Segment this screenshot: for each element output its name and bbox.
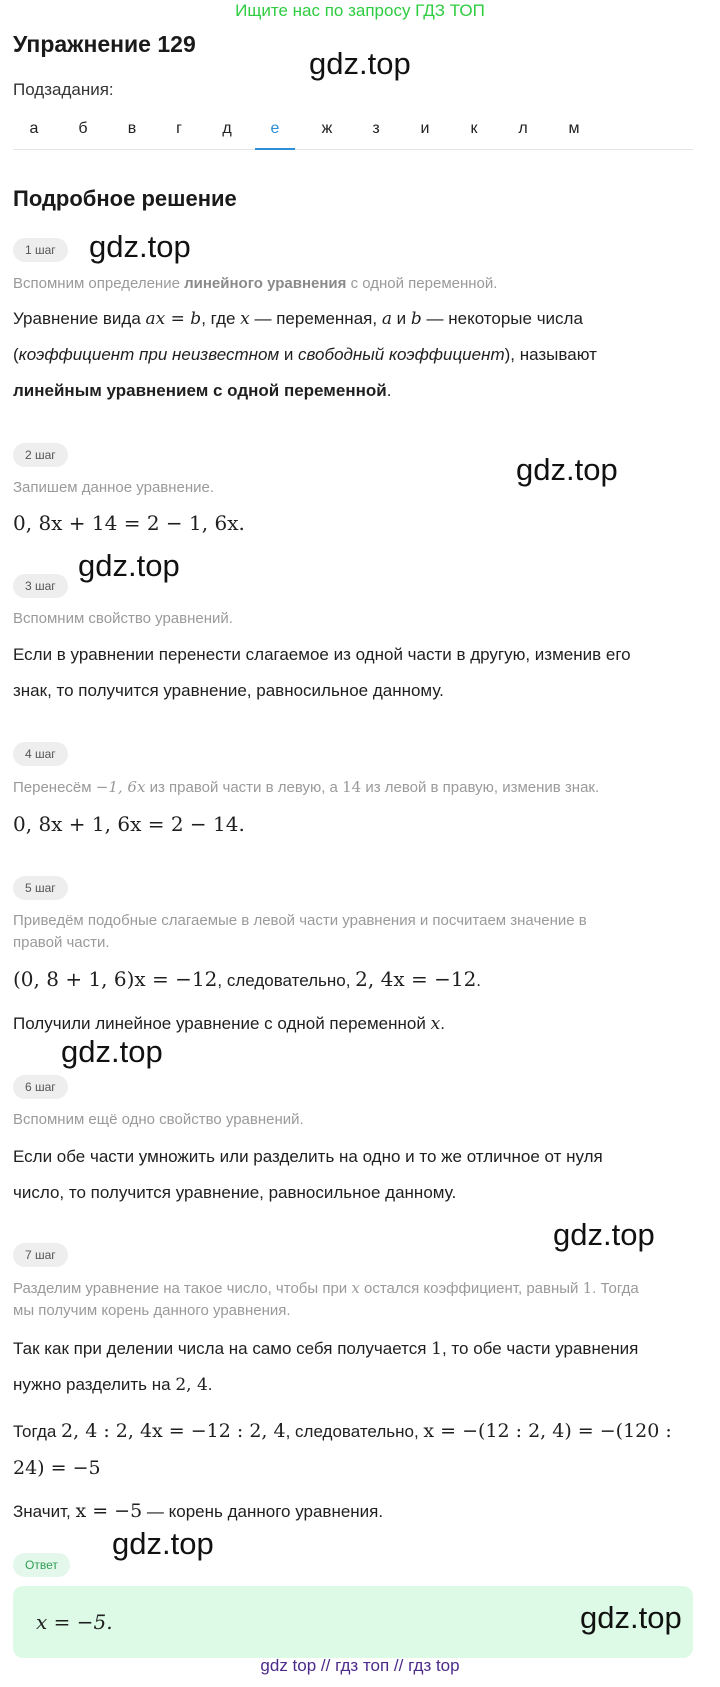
equation: 0, 8x + 1, 6x = 2 − 14. bbox=[13, 812, 245, 836]
watermark: gdz.top bbox=[553, 1217, 655, 1252]
step-badge: 7 шаг bbox=[13, 1243, 68, 1267]
tab-i[interactable]: и bbox=[420, 120, 430, 137]
tab-zh[interactable]: ж bbox=[321, 120, 333, 137]
step-hint: Вспомним определение линейного уравнения с одной переменной. bbox=[13, 275, 498, 292]
equation: 0, 8x + 14 = 2 − 1, 6x. bbox=[13, 511, 245, 535]
tab-z[interactable]: з bbox=[372, 120, 380, 137]
watermark: gdz.top bbox=[78, 548, 180, 583]
answer-badge: Ответ bbox=[13, 1553, 70, 1577]
step-badge: 3 шаг bbox=[13, 574, 68, 598]
step-text: Уравнение вида ax = b, где x — переменная, a и b — некоторые числа (коэффициент при неизвестном и свободный коэффициент), называют линейным уравнением с одной переменной. bbox=[13, 309, 597, 400]
step-hint: Приведём подобные слагаемые в левой части уравнения и посчитаем значение в правой части. bbox=[13, 912, 587, 951]
step-text: Так как при делении числа на само себя получается 1, то обе части уравнения нужно разделить на 2, 4. bbox=[13, 1339, 639, 1395]
step-badge: 1 шаг bbox=[13, 238, 68, 262]
watermark: gdz.top bbox=[309, 46, 411, 81]
step-hint: Запишем данное уравнение. bbox=[13, 479, 215, 496]
tab-b[interactable]: б bbox=[78, 120, 88, 137]
step-badge: 4 шаг bbox=[13, 742, 68, 766]
tab-k[interactable]: к bbox=[470, 120, 478, 137]
search-banner[interactable]: Ищите нас по запросу ГДЗ ТОП bbox=[235, 1, 485, 20]
step-hint: Вспомним свойство уравнений. bbox=[13, 610, 233, 627]
page-title: Упражнение 129 bbox=[13, 31, 196, 57]
tab-g[interactable]: г bbox=[176, 120, 182, 137]
step-badge: 2 шаг bbox=[13, 443, 68, 467]
step-hint: Разделим уравнение на такое число, чтобы при x остался коэффициент, равный 1. Тогда мы получим корень данного уравнения. bbox=[13, 1279, 639, 1319]
step-text: Если обе части умножить или разделить на одно и то же отличное от нуля число, то получится уравнение, равносильное данному. bbox=[13, 1147, 603, 1202]
tab-m[interactable]: м bbox=[568, 120, 580, 137]
tab-e[interactable]: е bbox=[255, 120, 295, 150]
watermark: gdz.top bbox=[516, 452, 618, 487]
step-text: Получили линейное уравнение с одной переменной x. bbox=[13, 1014, 445, 1034]
watermark: gdz.top bbox=[580, 1600, 682, 1635]
subtask-tabs bbox=[13, 116, 693, 150]
answer-box bbox=[13, 1586, 693, 1658]
step-hint: Вспомним ещё одно свойство уравнений. bbox=[13, 1111, 304, 1128]
answer-value: x = −5. bbox=[36, 1610, 113, 1634]
step-text: Если в уравнении перенести слагаемое из одной части в другую, изменив его знак, то получится уравнение, равносильное данному. bbox=[13, 645, 631, 700]
solution-title: Подробное решение bbox=[13, 186, 237, 211]
tab-a[interactable]: а bbox=[29, 120, 39, 137]
footer-links[interactable]: gdz top // гдз топ // гдз top bbox=[260, 1656, 460, 1675]
tab-l[interactable]: л bbox=[518, 120, 528, 137]
step-badge: 6 шаг bbox=[13, 1075, 68, 1099]
tab-d[interactable]: д bbox=[222, 120, 232, 137]
watermark: gdz.top bbox=[61, 1034, 163, 1069]
watermark: gdz.top bbox=[89, 229, 191, 264]
step-badge: 5 шаг bbox=[13, 876, 68, 900]
step-text: Тогда 2, 4 : 2, 4x = −12 : 2, 4, следовательно, x = −(12 : 2, 4) = −(120 : 24) = −5 bbox=[13, 1420, 672, 1479]
step-text: (0, 8 + 1, 6)x = −12, следовательно, 2, 4x = −12. bbox=[13, 967, 482, 991]
step-hint: Перенесём −1, 6x из правой части в левую, а 14 из левой в правую, изменив знак. bbox=[13, 778, 600, 796]
watermark: gdz.top bbox=[112, 1526, 214, 1561]
subtasks-label: Подзадания: bbox=[13, 80, 114, 99]
step-text: Значит, x = −5 — корень данного уравнения. bbox=[13, 1500, 384, 1522]
tab-v[interactable]: в bbox=[127, 120, 137, 137]
